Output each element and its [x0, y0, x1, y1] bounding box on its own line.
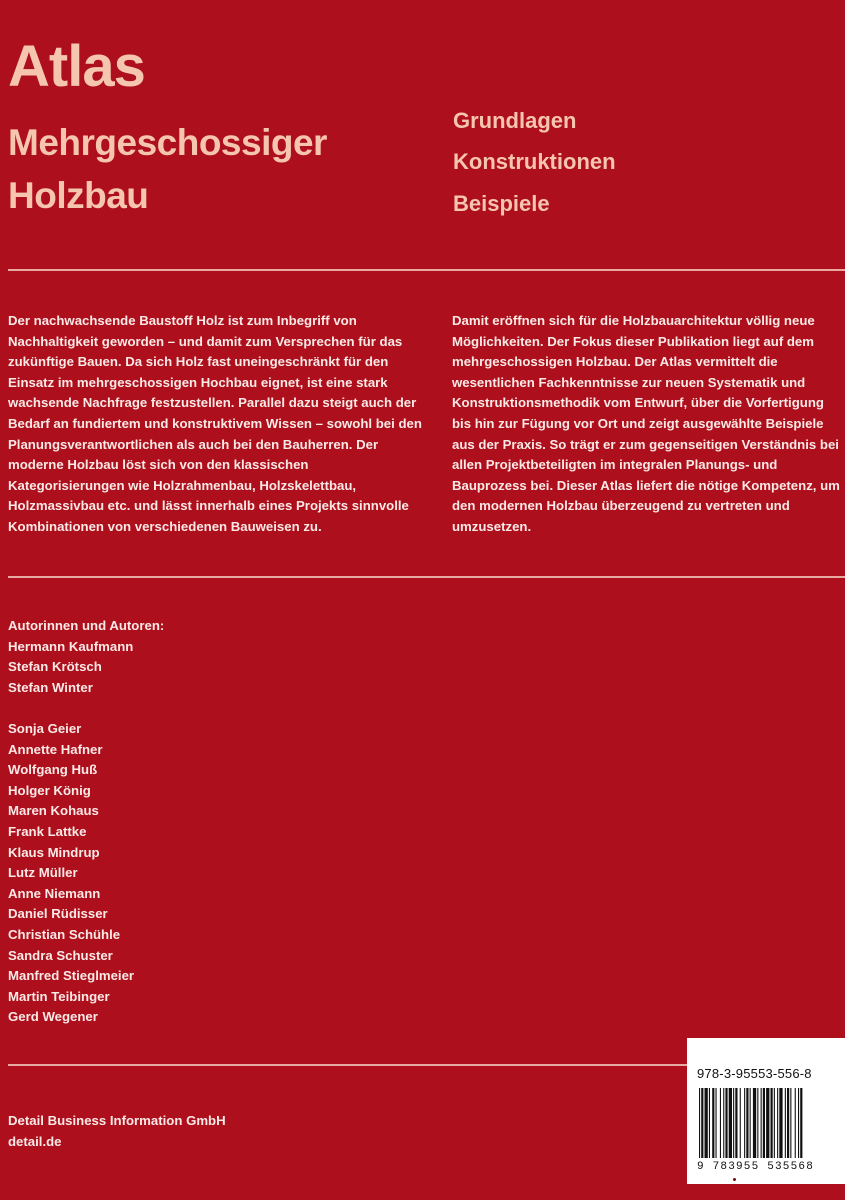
author-list [8, 616, 308, 1028]
barcode-bar [723, 1088, 724, 1158]
barcode-bar [720, 1088, 721, 1158]
barcode-bar [744, 1088, 745, 1158]
barcode-bar [774, 1088, 775, 1158]
contributor-name: Anne Niemann [8, 885, 101, 901]
barcode-bar [771, 1088, 773, 1158]
book-title: Atlas [8, 34, 145, 99]
barcode-bar [725, 1088, 727, 1158]
barcode-bar [763, 1088, 765, 1158]
barcode-bar [733, 1088, 734, 1158]
book-subtitle-line-2: Holzbau [8, 175, 149, 216]
author-list-gap [8, 698, 308, 719]
barcode-bar [761, 1088, 762, 1158]
barcode-bar [750, 1088, 751, 1158]
author-name: Stefan Krötsch [8, 659, 102, 675]
barcode-bar [705, 1088, 708, 1158]
author-name: Hermann Kaufmann [8, 638, 134, 654]
contributor-name: Sonja Geier [8, 720, 82, 736]
barcode-bar [757, 1088, 758, 1158]
divider-middle [8, 576, 845, 578]
divider-top [8, 269, 845, 271]
barcode-bar [785, 1088, 786, 1158]
intro-text-left: Der nachwachsende Baustoff Holz ist zum Inbegriff von Nachhaltigkeit geworden – und damit zum Versprechen für das zukünftige Bauen. Da sich Holz fast uneingeschränkt für den Einsatz im mehrgeschossigen Hochbau eignet, ist eine stark wachsende Nachfrage festzustellen. Parallel dazu steigt auch der Bedarf an fundiertem und konstruktivem Wissen – sowohl bei den Planungsverantwortlichen als auch bei den Bauherren. Der moderne Holzbau löst sich von den klassischen Kategorisierungen wie Holzrahmenbau, Holzskelettbau, Holzmassivbau etc. und lässt innerhalb eines Projekts sinnvolle Kombinationen von verschiedenen Bauweisen zu. [8, 313, 422, 534]
barcode-bar [716, 1088, 717, 1158]
barcode-bar [701, 1088, 703, 1158]
barcode-bar [790, 1088, 791, 1158]
contributor-name: Martin Teibinger [8, 988, 110, 1004]
barcode-bar [800, 1088, 802, 1158]
barcode-bar [740, 1088, 741, 1158]
publisher-name: Detail Business Information GmbH [8, 1113, 226, 1128]
contributor-name: Annette Hafner [8, 741, 103, 757]
barcode-bar [798, 1088, 799, 1158]
barcode-bar [699, 1088, 700, 1158]
isbn-number: 978-3-95553-556-8 [697, 1066, 812, 1081]
contributor-name: Wolfgang Huß [8, 762, 98, 778]
barcode-bar [746, 1088, 748, 1158]
contributor-name: Christian Schühle [8, 926, 121, 942]
barcode-bar [729, 1088, 732, 1158]
contributor-name: Sandra Schuster [8, 947, 113, 963]
contributor-name: Maren Kohaus [8, 803, 99, 819]
contributor-name: Klaus Mindrup [8, 844, 100, 860]
topic-beispiele: Beispiele [453, 191, 550, 216]
barcode-bar [753, 1088, 756, 1158]
contributor-name: Lutz Müller [8, 865, 78, 881]
topic-grundlagen: Grundlagen [453, 108, 577, 133]
barcode-bar [735, 1088, 737, 1158]
isbn-barcode [687, 1038, 845, 1184]
barcode-bar [779, 1088, 782, 1158]
topic-konstruktionen: Konstruktionen [453, 149, 616, 174]
book-subtitle-line-1: Mehrgeschossiger [8, 122, 327, 163]
publisher-block [8, 1111, 226, 1152]
publisher-url[interactable]: detail.de [8, 1133, 62, 1149]
barcode-digits: 9 783955 535568 [697, 1161, 815, 1173]
barcode-bar [712, 1088, 714, 1158]
barcode-bar [709, 1088, 710, 1158]
barcode-bar [795, 1088, 796, 1158]
barcode-bars [699, 1088, 839, 1158]
authors-heading: Autorinnen und Autoren: [8, 618, 165, 633]
divider-bottom [8, 1064, 687, 1066]
barcode-bar [766, 1088, 769, 1158]
contributor-name: Holger König [8, 782, 91, 798]
barcode-bar [777, 1088, 778, 1158]
contributor-name: Daniel Rüdisser [8, 906, 108, 922]
intro-text-right: Damit eröffnen sich für die Holzbauarchitektur völlig neue Möglichkeiten. Der Fokus dieser Publikation liegt auf dem mehrgeschossigen Holzbau. Der Atlas vermittelt die wesentlichen Fachkenntnisse zur neuen Systematik und Konstruktionsmethodik vom Entwurf, über die Vorfertigung bis hin zur Fügung vor Ort und zeigt ausgewählte Beispiele aus der Praxis. So trägt er zum gegenseitigen Verständnis bei allen Projektbeteiligten im integralen Planungs- und Bauprozess bei. Dieser Atlas liefert die nötige Kompetenz, um den modernen Holzbau überzeugend zu vertreten und umzusetzen. [452, 313, 840, 534]
contributor-name: Gerd Wegener [8, 1009, 98, 1025]
contributor-name: Manfred Stieglmeier [8, 968, 135, 984]
contributor-name: Frank Lattke [8, 823, 87, 839]
print-mark [733, 1178, 736, 1181]
author-name: Stefan Winter [8, 679, 93, 695]
barcode-bar [787, 1088, 789, 1158]
